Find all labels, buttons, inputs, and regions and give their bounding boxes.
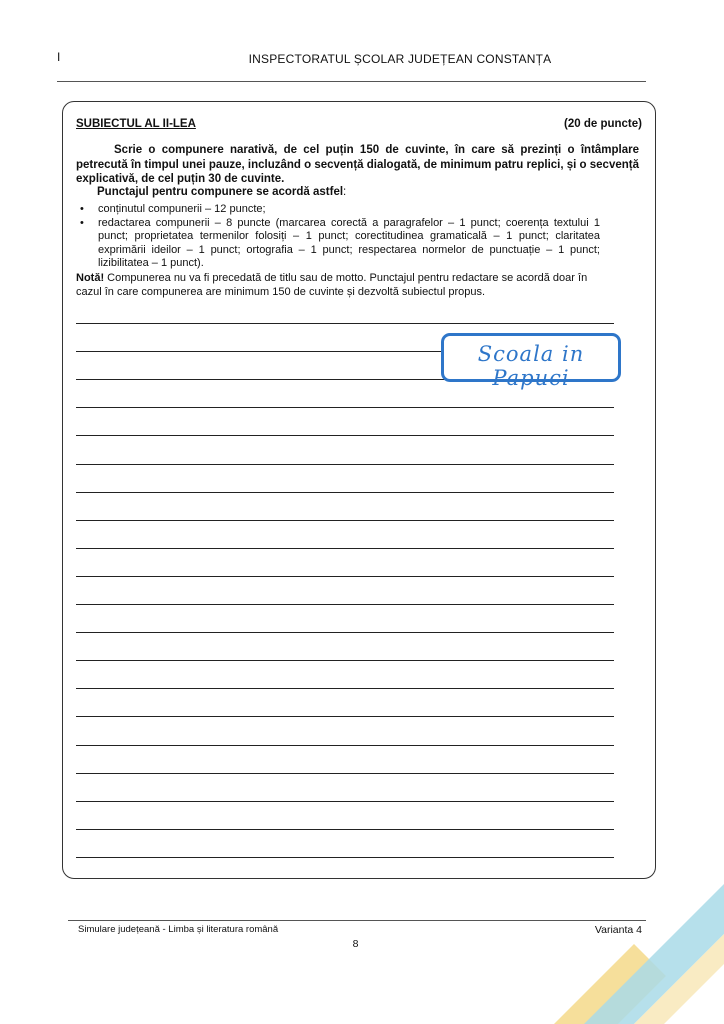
writing-line [76,408,614,436]
writing-line [76,633,614,661]
footer-variant: Varianta 4 [594,924,642,936]
subject-heading [76,118,642,130]
writing-line [76,436,614,464]
watermark-text: Scoala in Papuci [477,342,585,390]
writing-line [76,661,614,689]
subject-title: SUBIECTUL AL II-LEA [76,118,196,130]
page-number: 8 [352,938,359,950]
writing-line [76,549,614,577]
scoring-intro-text: Punctajul pentru compunere se acordă astfel [97,186,344,198]
subject-points: (20 de puncte) [564,118,642,130]
scoring-intro [97,186,346,198]
page-mark: I [57,50,61,64]
writing-line [76,521,614,549]
watermark-stamp [441,333,621,390]
writing-line [76,577,614,605]
scoring-list [76,203,600,271]
header-title: INSPECTORATUL ȘCOLAR JUDEȚEAN CONSTANȚA [248,52,552,66]
task-text: Scrie o compunere narativă, de cel puțin 150 de cuvinte, în care să prezinți o întâmplare petrecută în timpul unei pauze, incluzând o secvență dialogată, de minimum patru replici, și o secvență explicativă, de cel puțin 30 de cuvinte. [76,144,639,185]
writing-line [76,774,614,802]
writing-line [76,605,614,633]
scoring-item: • redactarea compunerii – 8 puncte (marcarea corectă a paragrafelor – 1 punct; coerența textului 1 punct; proprietatea termenilor folosiți – 1 punct; corectitudinea gramaticală – 1 punct; claritatea exprimării ideilor – 1 punct; ortografia – 1 punct; respectarea normelor de punctuație – 1 punct; lizibilitatea – 1 punct). [76,217,600,271]
scoring-item: • conținutul compunerii – 12 puncte; [76,203,600,217]
writing-line [76,296,614,324]
writing-line [76,746,614,774]
note-text: Compunerea nu va fi precedată de titlu sau de motto. Punctajul pentru redactare se acordă doar în cazul în care compunerea are minimum 150 de cuvinte și dezvoltă subiectul propus. [76,272,588,298]
writing-line [76,689,614,717]
footer-rule [68,920,646,921]
writing-line [76,717,614,745]
decoration-stripe-blue [584,884,724,1024]
scoring-intro-colon: : [343,186,347,198]
footer-left-text: Simulare județeană - Limba și literatura română [78,924,279,935]
note-label: Notă! [76,272,105,284]
writing-line [76,465,614,493]
writing-line [76,493,614,521]
header-rule [57,81,646,82]
